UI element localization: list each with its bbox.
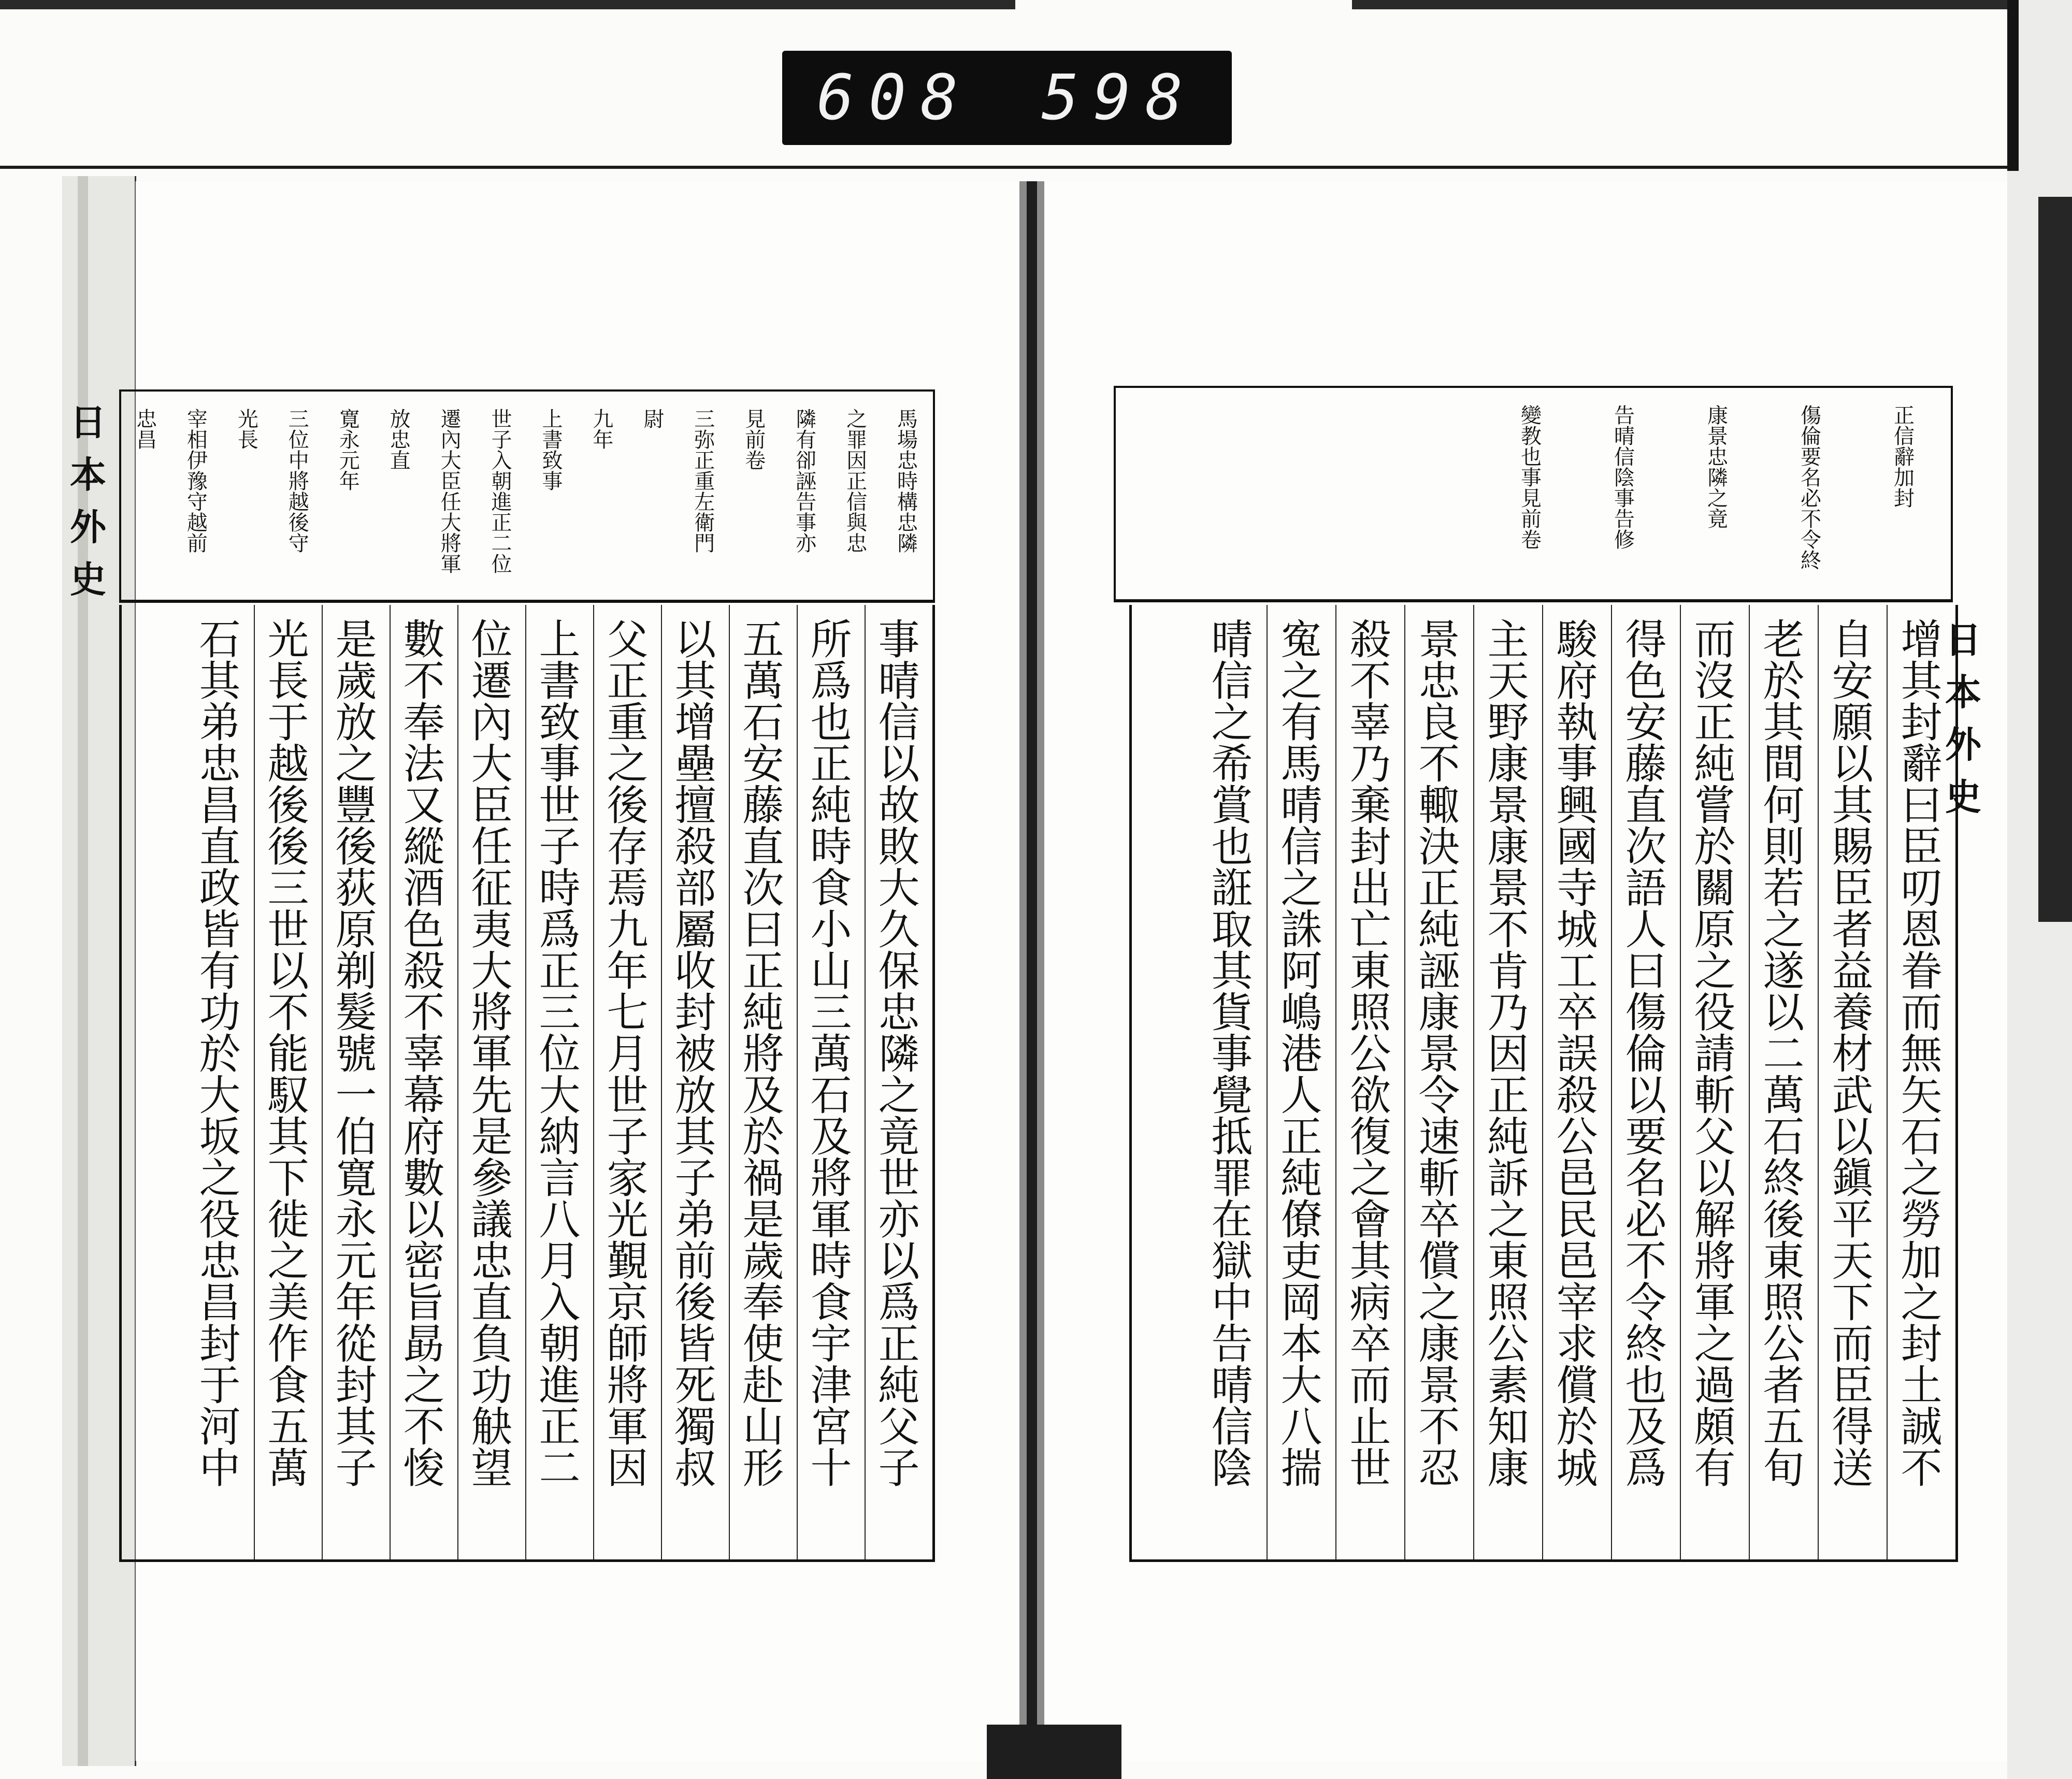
text-column: 位 遷 內 大 臣 任 征 夷 大 將 軍 先 是 參 議 忠 直 負 功 觖 望 bbox=[457, 605, 525, 1559]
text-column: 得 色 安 藤 直 次 語 人 曰 傷 倫 以 要 名 必 不 令 終 也 及 爲 bbox=[1611, 605, 1680, 1559]
commentary-column: 放 忠 直 bbox=[390, 408, 411, 473]
commentary-column: 光 長 bbox=[237, 408, 258, 452]
text-column: 自 安 願 以 其 賜 臣 者 益 養 材 武 以 鎭 平 天 下 而 臣 得 送 bbox=[1818, 605, 1887, 1559]
left-main-text bbox=[119, 605, 935, 1562]
scanner-right-edge bbox=[2007, 0, 2072, 1779]
text-column: 是 歲 放 之 豐 後 荻 原 剃 髮 號 一 伯 寛 永 元 年 從 封 其 子 bbox=[322, 605, 390, 1559]
spine-shadow bbox=[987, 1725, 1121, 1779]
commentary-column: 馬 場 忠 時 構 忠 隣 bbox=[897, 408, 918, 556]
text-column: 數 不 奉 法 又 縱 酒 色 殺 不 辜 幕 府 數 以 密 旨 勗 之 不 悛 bbox=[390, 605, 457, 1559]
text-column: 事 晴 信 以 故 敗 大 久 保 忠 隣 之 竟 世 亦 以 爲 正 純 父 子 bbox=[865, 605, 932, 1559]
commentary-column: 之 罪 因 正 信 與 忠 bbox=[846, 408, 868, 556]
right-commentary-band bbox=[1114, 386, 1953, 602]
scanner-top-band bbox=[0, 0, 2072, 9]
commentary-column: 隣 有 卻 誣 告 事 亦 bbox=[796, 408, 817, 556]
text-column: 晴 信 之 希 賞 也 誑 取 其 貨 事 覺 抵 罪 在 獄 中 告 晴 信 陰 bbox=[1211, 616, 1253, 1493]
text-column: 寃 之 有 馬 晴 信 之 誅 阿 嶋 港 人 正 純 僚 吏 岡 本 大 八 揣 bbox=[1267, 605, 1335, 1559]
text-column: 五 萬 石 安 藤 直 次 曰 正 純 將 及 於 禍 是 歲 奉 使 赴 山 形 bbox=[729, 605, 797, 1559]
commentary-column: 忠 昌 bbox=[136, 408, 157, 452]
commentary-column: 三 弥 正 重 左 衛 門 bbox=[694, 408, 715, 556]
commentary-column: 正 信 辭 加 封 bbox=[1894, 404, 1915, 511]
commentary-column: 康 景 忠 隣 之 竟 bbox=[1707, 404, 1728, 531]
text-column: 光 長 于 越 後 後 三 世 以 不 能 馭 其 下 徙 之 美 作 食 五 萬 bbox=[254, 605, 322, 1559]
text-column: 而 沒 正 純 嘗 於 關 原 之 役 請 斬 父 以 解 將 軍 之 過 頗 有 bbox=[1680, 605, 1749, 1559]
commentary-column: 告 晴 信 陰 事 告 修 bbox=[1614, 404, 1635, 552]
commentary-column: 變 教 也 事 見 前 卷 bbox=[1521, 404, 1542, 552]
text-column: 駿 府 執 事 興 國 寺 城 工 卒 誤 殺 公 邑 民 邑 宰 求 償 於 城 bbox=[1542, 605, 1611, 1559]
text-column: 以 其 增 壘 擅 殺 部 屬 收 封 被 放 其 子 弟 前 後 皆 死 獨 叔 bbox=[661, 605, 729, 1559]
commentary-column: 尉 bbox=[643, 408, 665, 431]
frame-counter-right: 598 bbox=[1041, 62, 1198, 134]
photo-edge bbox=[0, 166, 2072, 169]
text-column: 所 爲 也 正 純 時 食 小 山 三 萬 石 及 將 軍 時 食 宇 津 宮 十 bbox=[797, 605, 865, 1559]
text-column: 增 其 封 辭 曰 臣 叨 恩 眷 而 無 矢 石 之 勞 加 之 封 土 誠 不 bbox=[1887, 605, 1955, 1559]
right-running-title: 日 本 外 史 bbox=[1945, 618, 1981, 818]
text-column: 父 正 重 之 後 存 焉 九 年 七 月 世 子 家 光 覲 京 師 將 軍 因 bbox=[593, 605, 661, 1559]
text-column: 上 書 致 事 世 子 時 爲 正 三 位 大 納 言 八 月 入 朝 進 正 二 bbox=[525, 605, 593, 1559]
commentary-column: 世 子 入 朝 進 正 二 位 bbox=[491, 408, 512, 576]
frame-counter-left: 608 bbox=[816, 62, 973, 134]
frame-counter-label bbox=[782, 51, 1232, 145]
book-gutter bbox=[1019, 181, 1044, 1779]
commentary-column: 見 前 卷 bbox=[745, 408, 766, 473]
commentary-column: 遷 內 大 臣 任 大 將 軍 bbox=[440, 408, 462, 576]
left-running-title: 日 本 外 史 bbox=[70, 401, 106, 601]
commentary-column: 三 位 中 將 越 後 守 bbox=[288, 408, 309, 556]
text-column: 主 天 野 康 景 康 景 不 肯 乃 因 正 純 訴 之 東 照 公 素 知 康 bbox=[1473, 605, 1542, 1559]
text-column: 老 於 其 間 何 則 若 之 遂 以 二 萬 石 終 後 東 照 公 者 五 旬 bbox=[1749, 605, 1818, 1559]
commentary-column: 寛 永 元 年 bbox=[339, 408, 360, 494]
text-column: 石 其 弟 忠 昌 直 政 皆 有 功 於 大 坂 之 役 忠 昌 封 于 河 中 bbox=[199, 616, 241, 1493]
commentary-column: 宰 相 伊 豫 守 越 前 bbox=[186, 408, 208, 556]
left-commentary-band bbox=[119, 389, 935, 603]
commentary-column: 九 年 bbox=[593, 408, 614, 452]
commentary-column: 傷 倫 要 名 必 不 令 終 bbox=[1801, 404, 1821, 573]
text-column: 殺 不 辜 乃 棄 封 出 亡 東 照 公 欲 復 之 會 其 病 卒 而 止 世 bbox=[1335, 605, 1404, 1559]
right-main-text bbox=[1129, 605, 1958, 1562]
text-column: 景 忠 良 不 輙 決 正 純 誣 康 景 令 速 斬 卒 償 之 康 景 不 忍 bbox=[1404, 605, 1473, 1559]
commentary-column: 上 書 致 事 bbox=[542, 408, 563, 494]
